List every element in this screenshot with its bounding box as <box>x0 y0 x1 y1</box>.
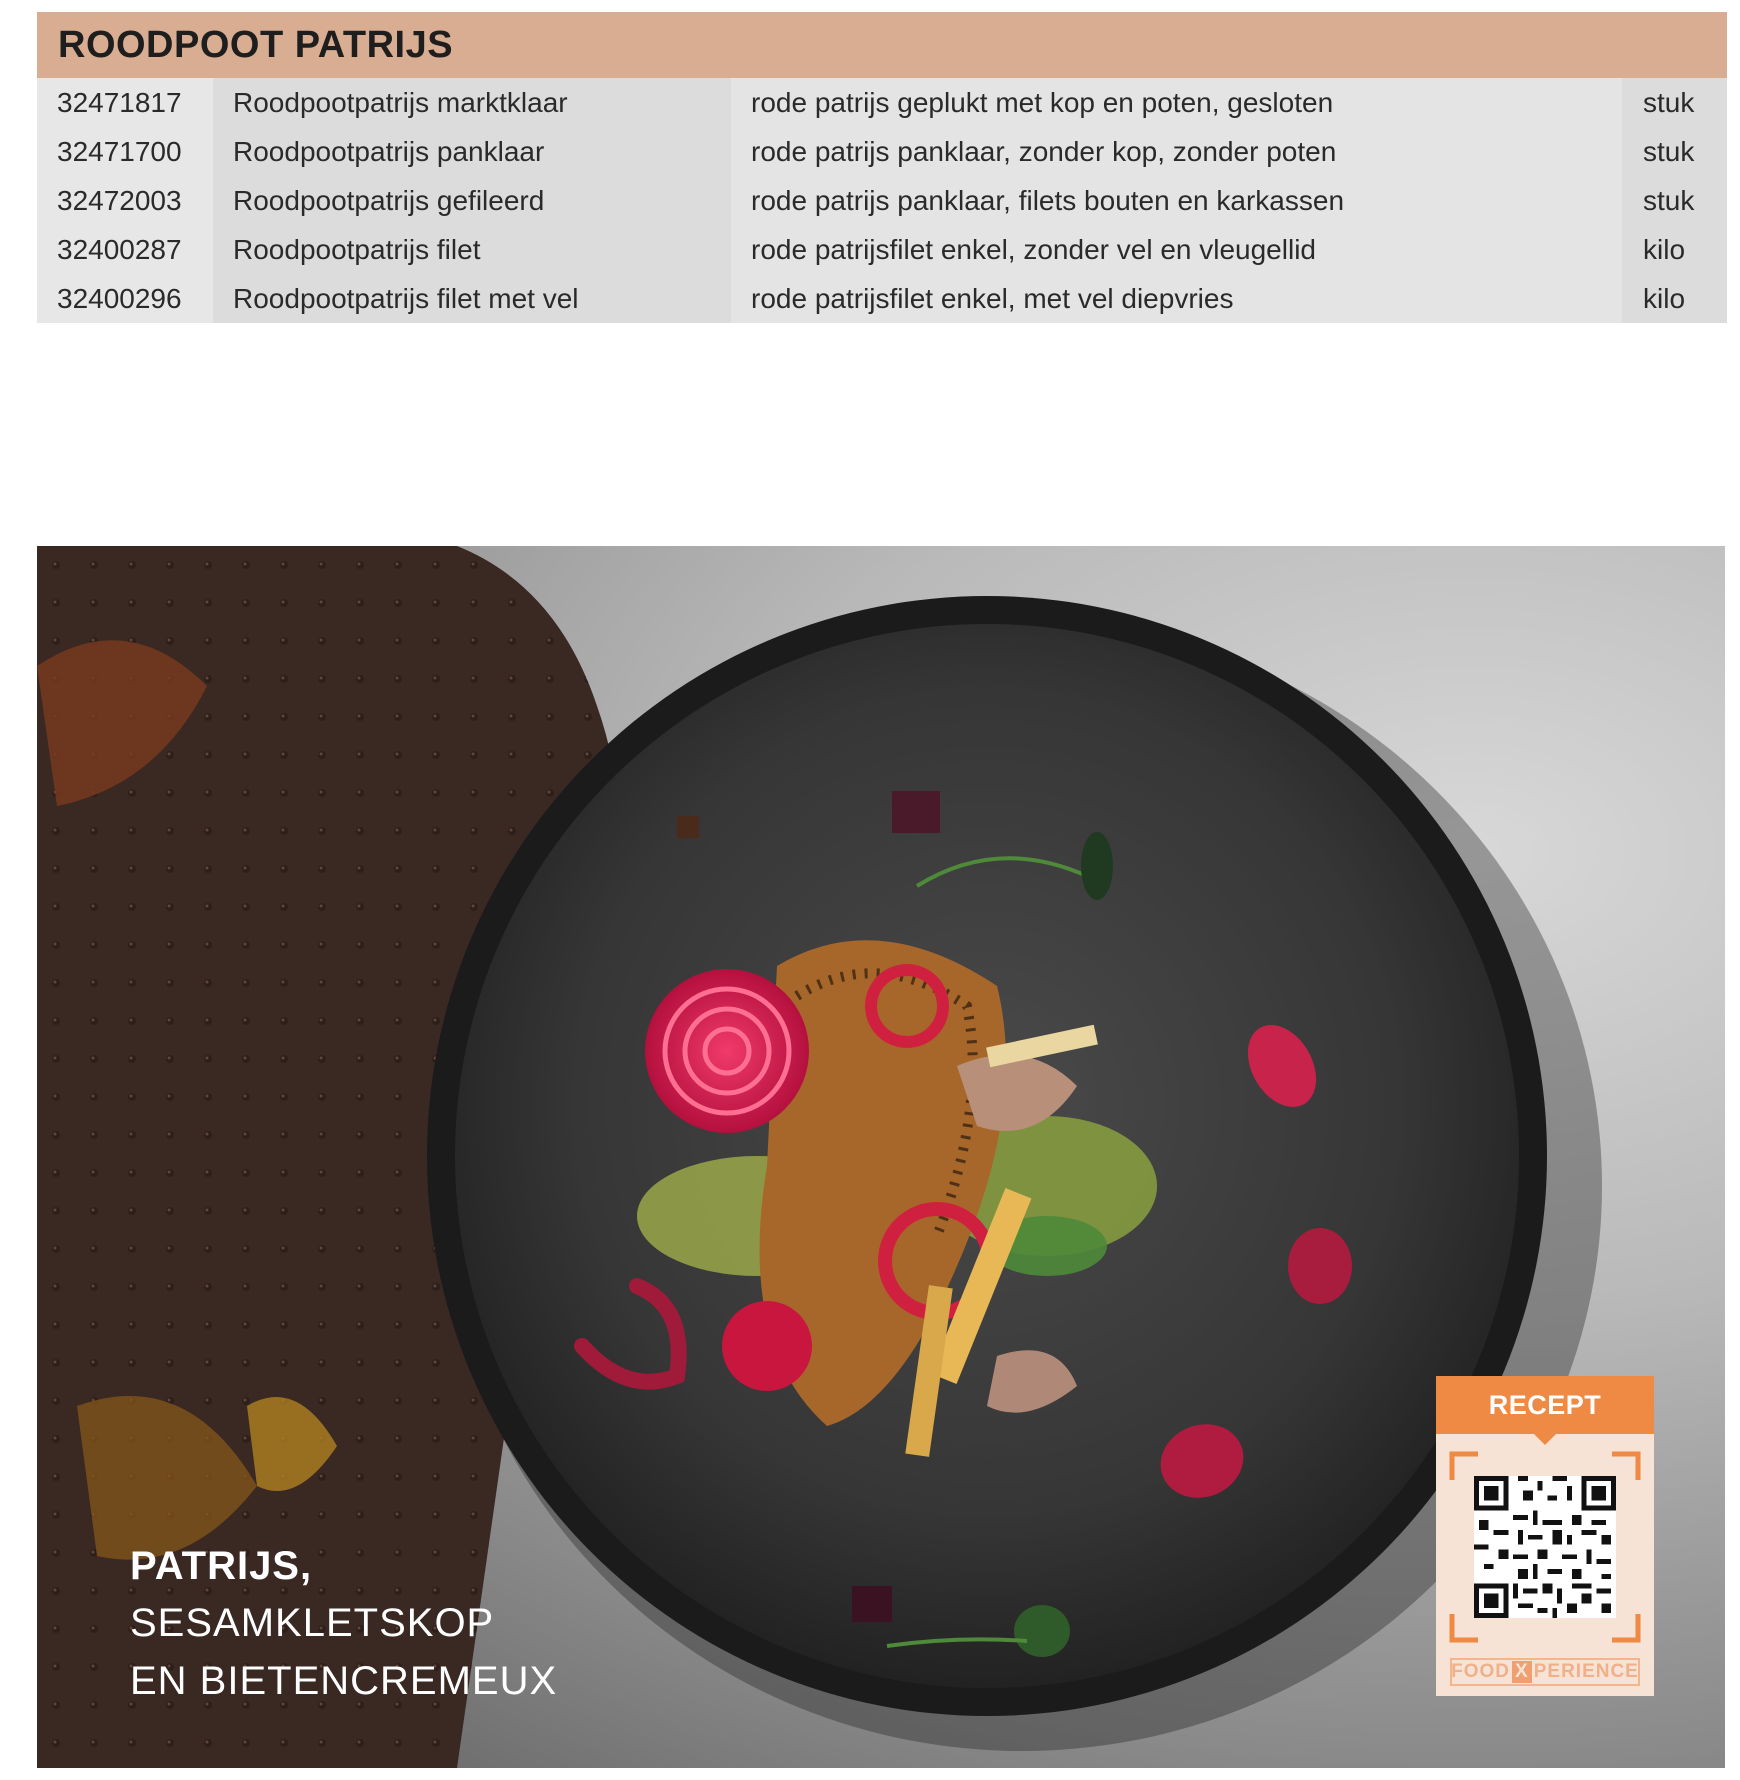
caption-line-1: PATRIJS, <box>130 1544 313 1588</box>
product-name: Roodpootpatrijs gefileerd <box>213 176 731 225</box>
product-description: rode patrijs geplukt met kop en poten, gesloten <box>731 78 1622 127</box>
product-table-section <box>37 12 1727 323</box>
product-name: Roodpootpatrijs panklaar <box>213 127 731 176</box>
dish-caption <box>130 1538 557 1710</box>
product-code: 32472003 <box>37 176 213 225</box>
caption-line-3: EN BIETENCREMEUX <box>130 1659 558 1703</box>
product-unit: stuk <box>1622 78 1727 127</box>
table-row <box>37 225 1727 274</box>
product-description: rode patrijs panklaar, zonder kop, zonder poten <box>731 127 1622 176</box>
foodxperience-logo <box>1450 1658 1640 1686</box>
dish-photo <box>37 546 1725 1768</box>
table-header <box>37 12 1727 78</box>
table-row <box>37 176 1727 225</box>
product-unit: stuk <box>1622 176 1727 225</box>
qr-code-icon[interactable] <box>1474 1476 1616 1618</box>
table-row <box>37 127 1727 176</box>
product-code: 32400287 <box>37 225 213 274</box>
product-unit: kilo <box>1622 274 1727 323</box>
caption-line-2: SESAMKLETSKOP <box>130 1601 495 1645</box>
product-unit: kilo <box>1622 225 1727 274</box>
product-name: Roodpootpatrijs filet met vel <box>213 274 731 323</box>
product-name: Roodpootpatrijs filet <box>213 225 731 274</box>
product-code: 32471700 <box>37 127 213 176</box>
product-description: rode patrijsfilet enkel, met vel diepvries <box>731 274 1622 323</box>
recipe-notch <box>1534 1434 1556 1445</box>
table-title: ROODPOOT PATRIJS <box>58 23 454 66</box>
product-table <box>37 78 1727 323</box>
recipe-label: RECEPT <box>1488 1389 1602 1420</box>
logo-food: FOOD <box>1451 1661 1511 1682</box>
table-row <box>37 274 1727 323</box>
product-name: Roodpootpatrijs marktklaar <box>213 78 731 127</box>
logo-x: X <box>1512 1661 1532 1683</box>
product-code: 32471817 <box>37 78 213 127</box>
product-code: 32400296 <box>37 274 213 323</box>
product-description: rode patrijsfilet enkel, zonder vel en vleugellid <box>731 225 1622 274</box>
product-description: rode patrijs panklaar, filets bouten en karkassen <box>731 176 1622 225</box>
beet-cube <box>892 791 940 833</box>
recipe-qr-card[interactable] <box>1436 1376 1654 1696</box>
logo-perience: PERIENCE <box>1533 1661 1639 1682</box>
product-unit: stuk <box>1622 127 1727 176</box>
table-row <box>37 78 1727 127</box>
recipe-label-bar <box>1436 1376 1654 1434</box>
